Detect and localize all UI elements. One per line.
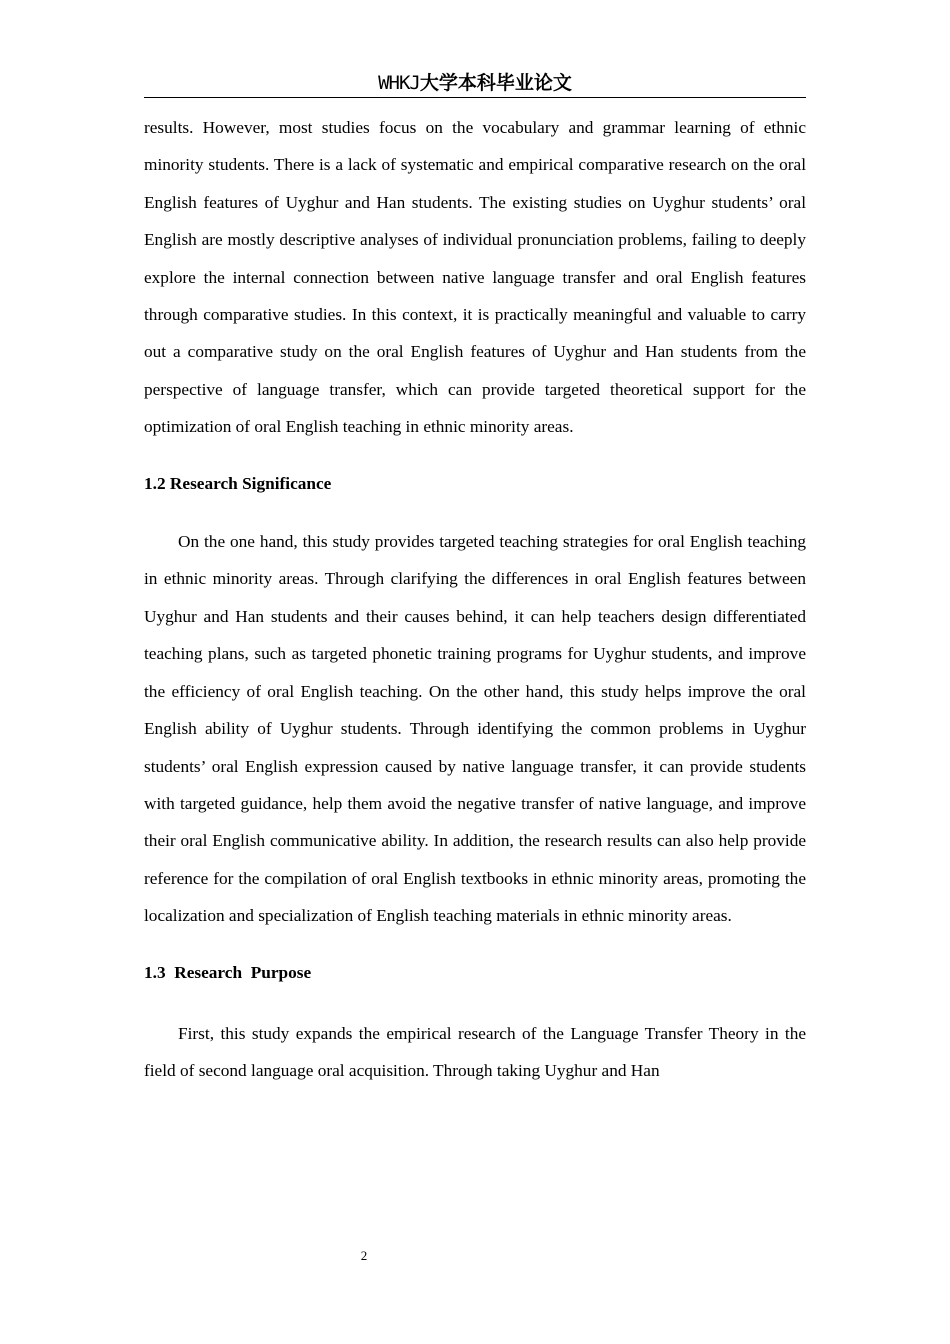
header-code: WHKJ [378,72,420,94]
paragraph-significance: On the one hand, this study provides targeted teaching strategies for oral English teaching in ethnic minority areas. Through clarifying the differences in oral English features between Uyghur and Han students and their causes behind, it can help teachers design differentiated teaching plans, such as targeted phonetic training programs for Uyghur students, and improve the efficiency of oral English teaching. On the other hand, this study helps improve the oral English ability of Uyghur students. Through identifying the common problems in Uyghur students’ oral English expression caused by native language transfer, it can provide students with targeted guidance, help them avoid the negative transfer of native language, and improve their oral English communicative ability. In addition, the research results can also help provide reference for the compilation of oral English textbooks in ethnic minority areas, promoting the localization and specialization of English teaching materials in ethnic minority areas. [144,532,806,926]
section-heading-significance: 1.2 Research Significance [144,473,332,493]
page-header [144,70,806,97]
page-number: 2 [360,1248,368,1263]
page-body [144,109,806,1090]
section-heading-purpose: 1.3 Research Purpose [144,962,312,982]
paragraph-purpose: First, this study expands the empirical research of the Language Transfer Theory in the field of second language oral acquisition. Through taking Uyghur and Han [144,1023,806,1081]
header-rule [144,97,806,98]
paragraph-background-continued: results. However, most studies focus on the vocabulary and grammar learning of ethnic minority students. There is a lack of systematic and empirical comparative research on the oral English features of Uyghur and Han students. The existing studies on Uyghur students’ oral English are mostly descriptive analyses of individual pronunciation problems, failing to deeply explore the internal connection between native language transfer and oral English features through comparative studies. In this context, it is practically meaningful and valuable to carry out a comparative study on the oral English features of Uyghur and Han students from the perspective of language transfer, which can provide targeted theoretical support for the optimization of oral English teaching in ethnic minority areas. [144,118,806,437]
header-title: 大学本科毕业论文 [419,72,572,94]
